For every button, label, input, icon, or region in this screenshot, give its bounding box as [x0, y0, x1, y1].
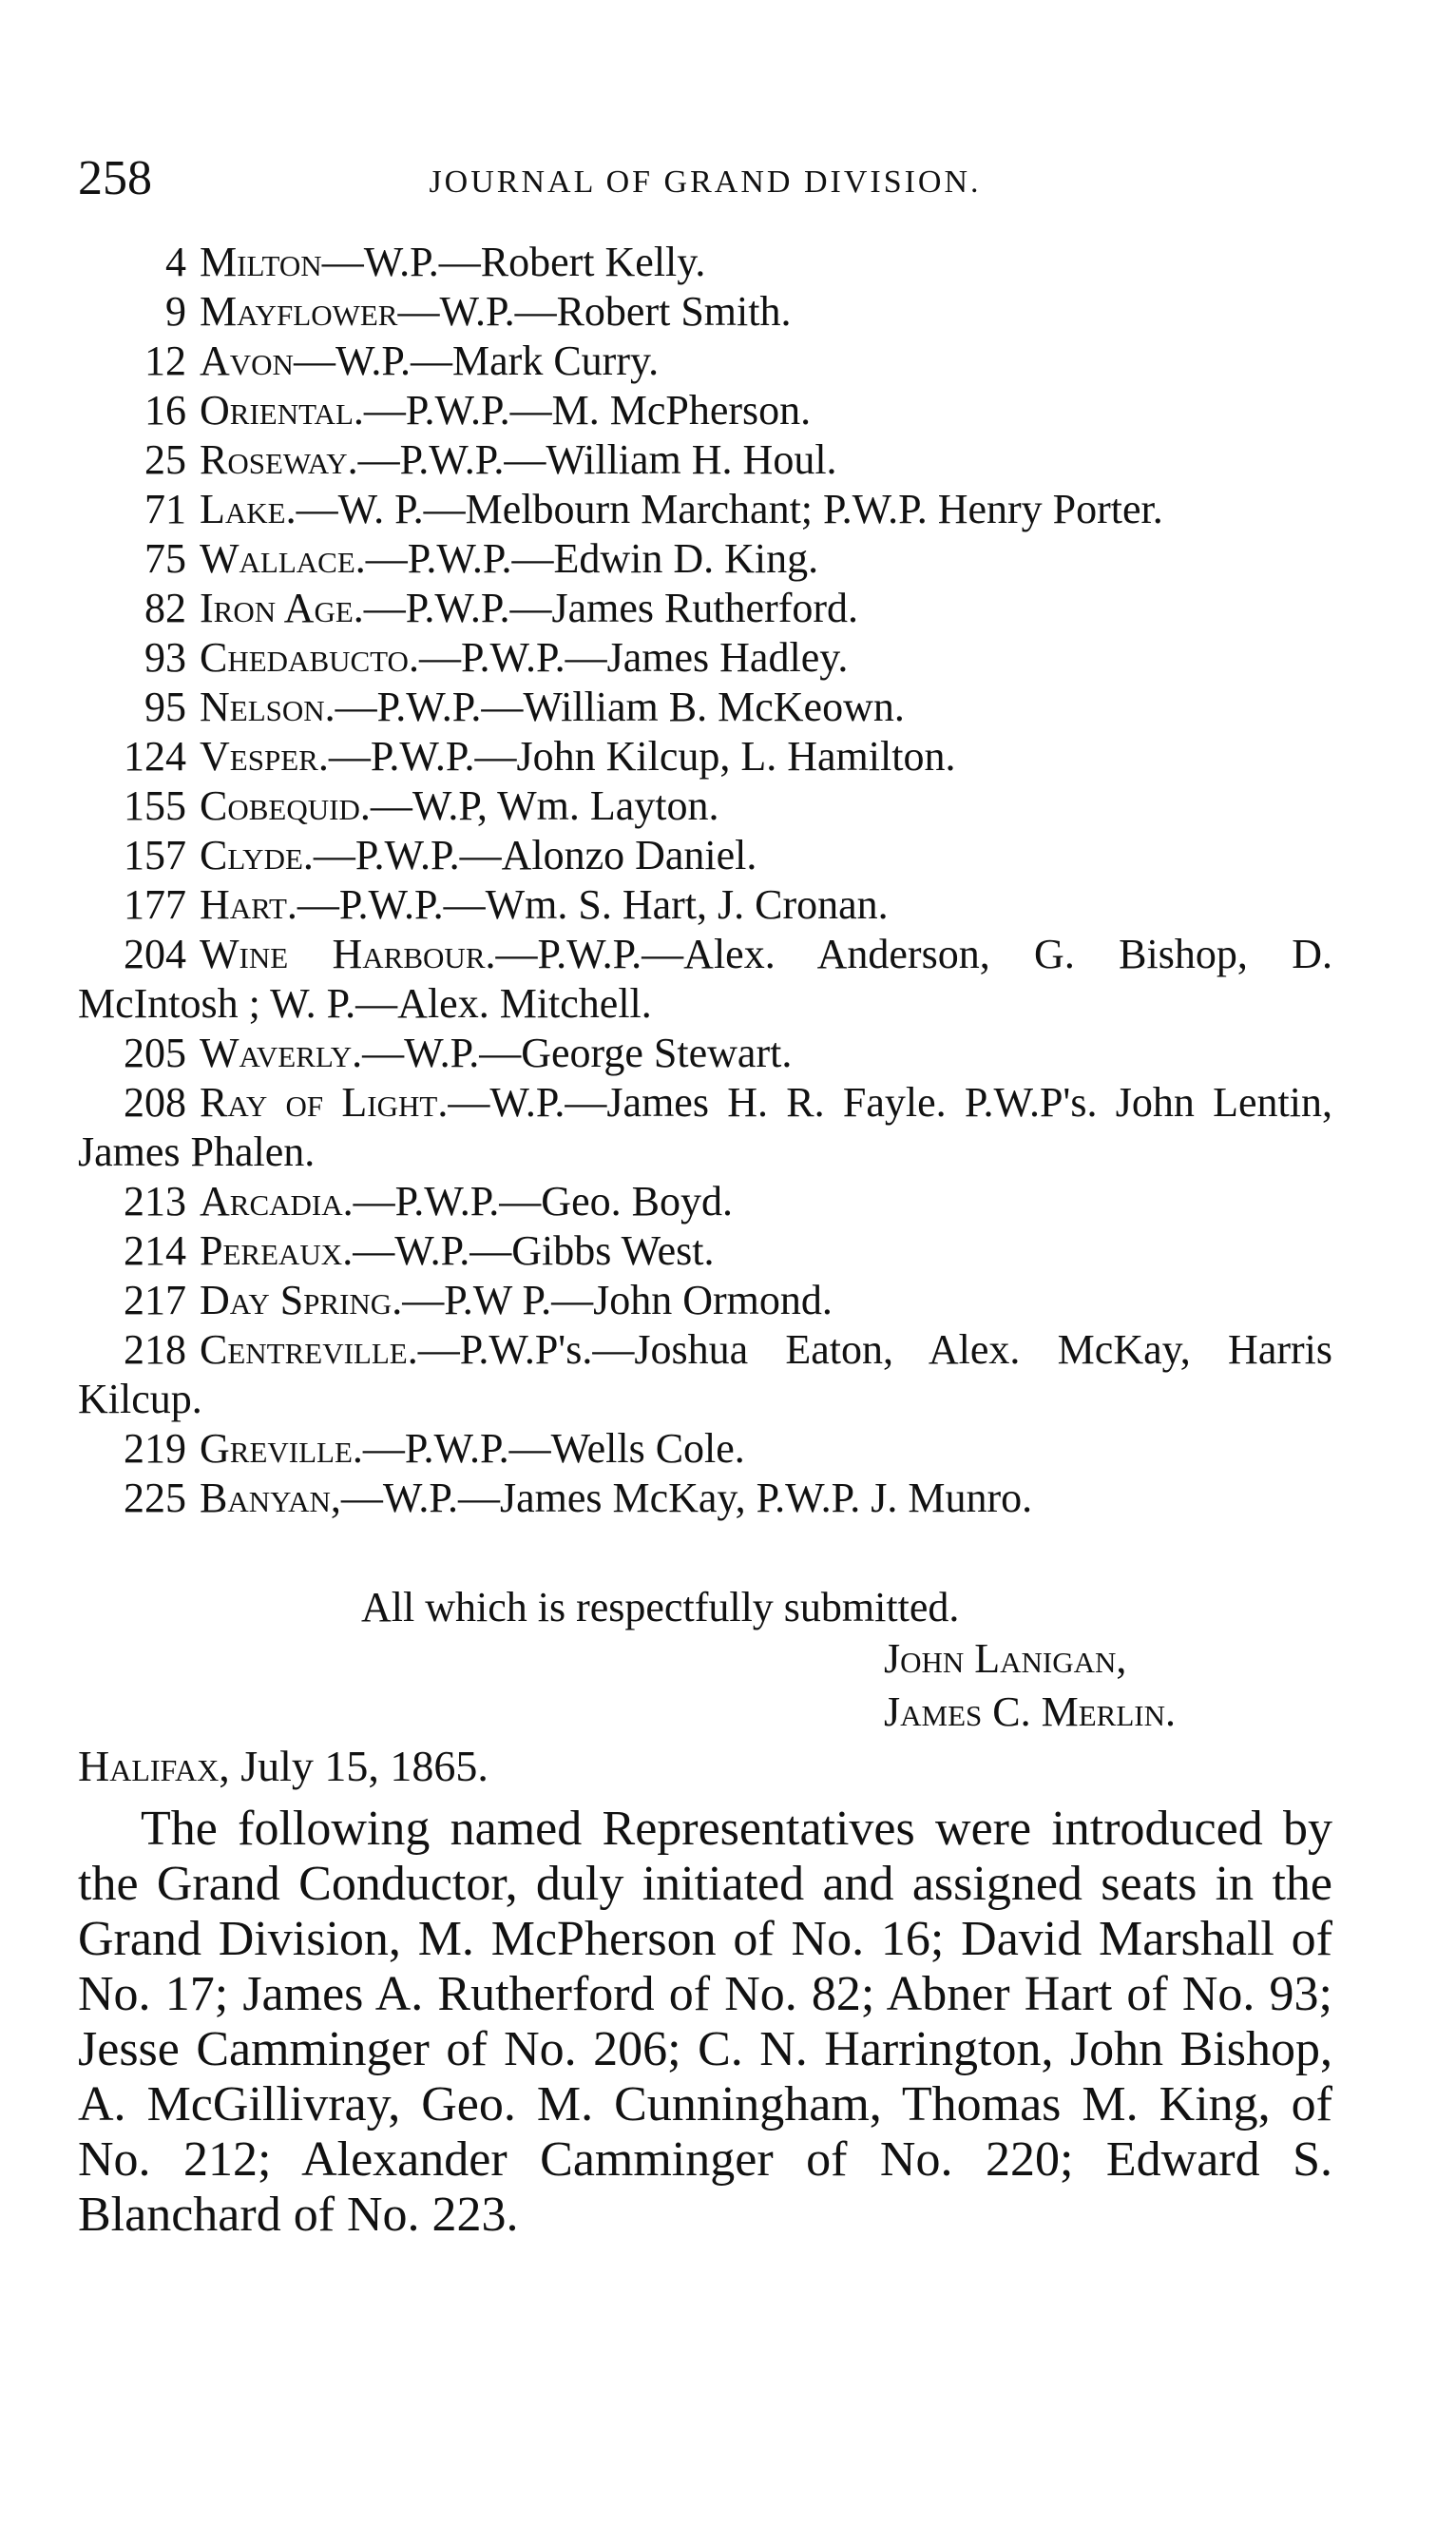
division-officers: .—W.P.—Gibbs West. [342, 1227, 715, 1274]
division-number: 225 [124, 1475, 186, 1521]
division-number: 71 [144, 486, 186, 532]
division-name: Wine Harbour [200, 931, 486, 977]
dateline-date: , July 15, 1865. [219, 1742, 489, 1790]
division-number: 9 [165, 288, 186, 335]
list-item [78, 880, 1332, 930]
list-item [78, 1325, 1332, 1424]
division-number: 219 [124, 1425, 186, 1472]
division-number: 25 [144, 436, 186, 483]
list-item [78, 781, 1332, 831]
division-name: Pereaux [200, 1227, 343, 1274]
division-name: Milton [200, 239, 322, 285]
page-number: 258 [78, 151, 152, 205]
signature-name: James C. Merlin. [884, 1688, 1176, 1735]
division-name: Roseway [200, 436, 348, 483]
division-number: 93 [144, 634, 186, 681]
division-officers: .—P.W.P.—M. McPherson. [353, 387, 812, 434]
division-officers: .—W.P.—George Stewart. [352, 1030, 793, 1076]
division-officers: .—P.W.P.—Alex. Anderson, G. Bishop, D. McIntosh ; W. P.—Alex. Mitchell. [78, 931, 1332, 1027]
list-item [78, 1078, 1332, 1177]
division-name: Oriental [200, 387, 354, 434]
division-officers: .—P.W.P.—William B. McKeown. [324, 684, 905, 730]
list-item [78, 732, 1332, 781]
division-officers: .—P.W.P.—James Rutherford. [353, 585, 859, 631]
list-item [78, 683, 1332, 732]
division-officers: .—W. P.—Melbourn Marchant; P.W.P. Henry Porter. [285, 486, 1163, 532]
division-name: Vesper [200, 733, 318, 780]
division-number: 157 [124, 832, 186, 878]
division-number: 4 [165, 239, 186, 285]
division-name: Wallace [200, 535, 355, 582]
division-name: Clyde [200, 832, 303, 878]
division-list [78, 238, 1332, 1523]
division-officers: ,—W.P.—James McKay, P.W.P. J. Munro. [330, 1475, 1033, 1521]
division-number: 214 [124, 1227, 186, 1274]
division-name: Day Spring [200, 1277, 393, 1323]
division-number: 155 [124, 782, 186, 829]
list-item [78, 534, 1332, 584]
division-officers: —W.P.—Mark Curry. [293, 338, 660, 384]
list-item [78, 287, 1332, 337]
division-number: 16 [144, 387, 186, 434]
division-officers: .—W.P, Wm. Layton. [359, 782, 719, 829]
division-number: 204 [124, 931, 186, 977]
list-item [78, 1424, 1332, 1474]
division-name: Mayflower [200, 288, 398, 335]
list-item [78, 584, 1332, 633]
division-officers: .—P.W.P.—William H. Houl. [347, 436, 837, 483]
list-item [78, 1474, 1332, 1523]
list-item [78, 1177, 1332, 1226]
division-name: Ray of Light [200, 1079, 438, 1126]
division-name: Waverly [200, 1030, 353, 1076]
division-number: 124 [124, 733, 186, 780]
division-name: Chedabucto [200, 634, 409, 681]
division-number: 213 [124, 1178, 186, 1225]
list-item [78, 238, 1332, 287]
division-officers: —W.P.—Robert Smith. [397, 288, 792, 335]
list-item [78, 435, 1332, 485]
division-officers: —W.P.—Robert Kelly. [321, 239, 706, 285]
division-officers: .—W.P.—James H. R. Fayle. P.W.P's. John Lentin, James Phalen. [78, 1079, 1332, 1175]
division-number: 218 [124, 1326, 186, 1373]
division-name: Iron Age [200, 585, 354, 631]
division-officers: .—P.W.P.—Wells Cole. [352, 1425, 745, 1472]
list-item [78, 1226, 1332, 1276]
division-name: Greville [200, 1425, 353, 1472]
division-number: 208 [124, 1079, 186, 1126]
division-name: Hart [200, 881, 287, 928]
division-number: 82 [144, 585, 186, 631]
division-officers: .—P.W P.—John Ormond. [392, 1277, 833, 1323]
division-number: 177 [124, 881, 186, 928]
division-name: Banyan [200, 1475, 331, 1521]
division-number: 95 [144, 684, 186, 730]
division-name: Cobequid [200, 782, 360, 829]
division-name: Nelson [200, 684, 325, 730]
division-number: 217 [124, 1277, 186, 1323]
submitted-line: All which is respectfully submitted. [361, 1584, 960, 1630]
list-item [78, 1029, 1332, 1078]
division-officers: .—P.W.P.—Wm. S. Hart, J. Cronan. [286, 881, 889, 928]
running-title: JOURNAL OF GRAND DIVISION. [429, 164, 982, 200]
division-number: 12 [144, 338, 186, 384]
division-number: 205 [124, 1030, 186, 1076]
division-officers: .—P.W.P.—Alonzo Daniel. [302, 832, 757, 878]
list-item [78, 930, 1332, 1029]
division-officers: .—P.W.P's.—Joshua Eaton, Alex. McKay, Harris Kilcup. [78, 1326, 1332, 1422]
division-name: Avon [200, 338, 294, 384]
division-name: Arcadia [200, 1178, 343, 1225]
list-item [78, 831, 1332, 880]
division-officers: .—P.W.P.—Edwin D. King. [354, 535, 819, 582]
division-name: Centreville [200, 1326, 408, 1373]
signature-name: John Lanigan, [884, 1635, 1127, 1682]
division-officers: .—P.W.P.—John Kilcup, L. Hamilton. [317, 733, 956, 780]
list-item [78, 337, 1332, 386]
division-officers: .—P.W.P.—Geo. Boyd. [342, 1178, 733, 1225]
division-name: Lake [200, 486, 286, 532]
list-item [78, 633, 1332, 683]
list-item [78, 386, 1332, 435]
division-number: 75 [144, 535, 186, 582]
representatives-paragraph: The following named Representatives were introduced by the Grand Conductor, duly initiated and assigned seats in the Grand Division, M. McPherson of No. 16; David Marshall of No. 17; James A. Rutherford of No. 82; Abner Hart of No. 93; Jesse Camminger of No. 206; C. N. Harrington, John Bishop, A. McGillivray, Geo. M. Cunningham, Thomas M. King, of No. 212; Alexander Camminger of No. 220; Edward S. Blanchard of No. 223. [78, 1802, 1332, 2242]
signature-block [884, 1632, 1176, 1739]
list-item [78, 1276, 1332, 1325]
dateline-place: Halifax [78, 1742, 220, 1790]
page-header [78, 150, 1332, 207]
list-item [78, 485, 1332, 534]
dateline [78, 1740, 489, 1793]
division-officers: .—P.W.P.—James Hadley. [408, 634, 849, 681]
